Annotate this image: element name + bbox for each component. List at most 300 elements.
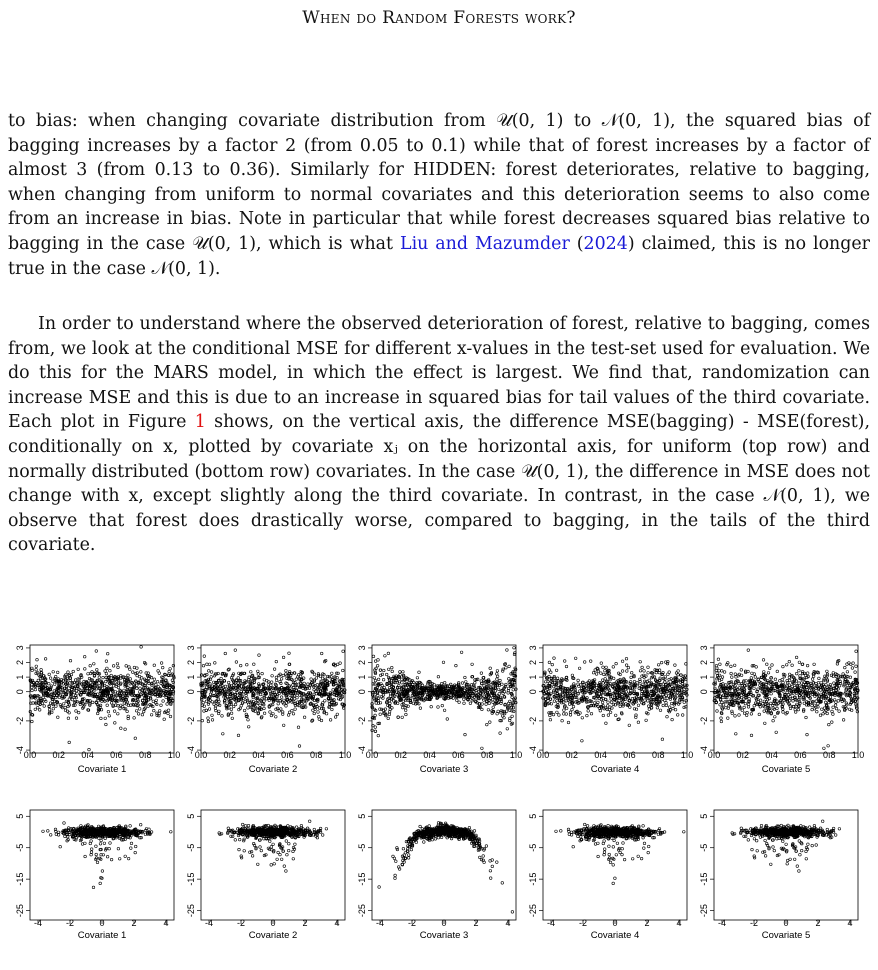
data-point <box>551 663 554 666</box>
data-point <box>743 712 746 715</box>
data-point <box>104 680 107 683</box>
data-point <box>842 719 845 722</box>
data-point <box>98 837 101 840</box>
data-point <box>639 670 642 673</box>
data-point <box>157 670 160 673</box>
data-point <box>763 671 766 674</box>
data-point <box>832 706 835 709</box>
data-point <box>234 703 237 706</box>
data-point <box>828 723 831 726</box>
data-point <box>672 707 675 710</box>
x-tick-label: 1.0 <box>167 750 181 760</box>
data-point <box>117 713 120 716</box>
data-point <box>263 712 266 715</box>
data-point <box>170 831 173 834</box>
data-point <box>485 703 488 706</box>
data-point <box>844 666 847 669</box>
data-point <box>647 705 650 708</box>
data-point <box>602 682 605 685</box>
data-point <box>303 716 306 719</box>
data-point <box>320 652 323 655</box>
citation-link[interactable]: 2024 <box>583 233 628 254</box>
data-point <box>331 708 334 711</box>
data-point <box>47 830 50 833</box>
data-point <box>156 680 159 683</box>
data-point <box>261 672 264 675</box>
data-point <box>68 741 71 744</box>
figure-ref-link[interactable]: 1 <box>194 412 206 433</box>
data-point <box>820 682 823 685</box>
data-point <box>488 702 491 705</box>
x-tick-label: 0.2 <box>565 750 579 760</box>
data-points <box>371 647 517 750</box>
data-point <box>604 669 607 672</box>
data-point <box>489 697 492 700</box>
data-point <box>750 734 753 737</box>
citation-link[interactable]: Liu and Mazumder <box>400 233 570 254</box>
data-point <box>124 728 127 731</box>
data-point <box>571 674 574 677</box>
data-point <box>604 678 607 681</box>
data-point <box>116 663 119 666</box>
x-axis-label: Covariate 3 <box>419 764 469 775</box>
data-point <box>136 687 139 690</box>
x-tick-label: 0.4 <box>765 750 778 760</box>
data-point <box>96 668 99 671</box>
y-tick-label: -4 <box>357 746 367 755</box>
x-tick-label: 0.0 <box>536 750 550 760</box>
data-point <box>647 700 650 703</box>
y-tick-label: -2 <box>528 716 538 725</box>
data-point <box>768 667 771 670</box>
data-point <box>257 670 260 673</box>
data-point <box>48 708 51 711</box>
data-point <box>322 707 325 710</box>
data-point <box>832 713 835 716</box>
data-point <box>42 830 45 833</box>
panel-1-4 <box>528 645 693 775</box>
x-tick-label: 0.8 <box>651 750 665 760</box>
data-point <box>167 709 170 712</box>
data-point <box>117 847 120 850</box>
data-point <box>221 715 224 718</box>
data-point <box>458 701 461 704</box>
data-point <box>280 696 283 699</box>
data-point <box>133 717 136 720</box>
data-point <box>506 728 509 731</box>
x-tick-label: 0.8 <box>480 750 494 760</box>
data-point <box>505 683 508 686</box>
data-point <box>609 711 612 714</box>
data-point <box>430 705 433 708</box>
data-point <box>800 682 803 685</box>
data-point <box>569 711 572 714</box>
data-point <box>105 723 108 726</box>
data-point <box>627 666 630 669</box>
data-point <box>282 674 285 677</box>
data-point <box>304 702 307 705</box>
x-tick-label: 0.2 <box>394 750 408 760</box>
y-tick-label: 3 <box>15 645 25 651</box>
data-point <box>95 650 98 653</box>
data-point <box>494 690 497 693</box>
x-tick-label: 0.0 <box>365 750 379 760</box>
data-point <box>52 680 55 683</box>
data-point <box>569 714 572 717</box>
data-point <box>48 673 51 676</box>
data-point <box>463 702 466 705</box>
data-point <box>775 731 778 734</box>
data-point <box>271 675 274 678</box>
data-point <box>718 670 721 673</box>
data-point <box>665 704 668 707</box>
data-point <box>659 709 662 712</box>
data-point <box>716 672 719 675</box>
data-point <box>321 677 324 680</box>
data-point <box>722 704 725 707</box>
data-point <box>625 657 628 660</box>
data-point <box>339 662 342 665</box>
data-point <box>220 677 223 680</box>
x-axis-label: Covariate 1 <box>77 764 127 775</box>
data-point <box>377 678 380 681</box>
data-point <box>834 704 837 707</box>
data-point <box>601 679 604 682</box>
data-point <box>387 717 390 720</box>
data-point <box>36 672 39 675</box>
data-point <box>549 714 552 717</box>
data-point <box>144 683 147 686</box>
y-tick-label: 2 <box>186 660 196 666</box>
data-point <box>84 855 87 858</box>
data-point <box>441 704 444 707</box>
data-point <box>568 703 571 706</box>
data-point <box>731 676 734 679</box>
data-point <box>637 721 640 724</box>
data-point <box>100 717 103 720</box>
data-point <box>388 699 391 702</box>
data-point <box>593 702 596 705</box>
data-point <box>160 662 163 665</box>
data-point <box>331 672 334 675</box>
x-tick-label: 0.8 <box>309 750 323 760</box>
data-point <box>721 676 724 679</box>
y-tick-label: -2 <box>186 716 196 725</box>
data-point <box>720 717 723 720</box>
data-point <box>374 660 377 663</box>
data-point <box>621 660 624 663</box>
data-point <box>587 690 590 693</box>
data-point <box>376 664 379 667</box>
data-point <box>817 702 820 705</box>
data-point <box>766 663 769 666</box>
y-tick-label: 1 <box>528 674 538 680</box>
data-point <box>587 710 590 713</box>
data-point <box>310 678 313 681</box>
data-point <box>202 701 205 704</box>
data-point <box>678 699 681 702</box>
y-tick-label: 0 <box>15 689 25 695</box>
data-point <box>590 712 593 715</box>
data-point <box>676 714 679 717</box>
data-point <box>563 709 566 712</box>
data-point <box>821 708 824 711</box>
running-header: When do Random Forests work? <box>302 8 576 28</box>
data-point <box>464 676 467 679</box>
data-point <box>779 679 782 682</box>
data-point <box>605 666 608 669</box>
data-point <box>52 671 55 674</box>
data-point <box>505 667 508 670</box>
data-point <box>670 702 673 705</box>
data-point <box>141 713 144 716</box>
data-point <box>745 714 748 717</box>
data-point <box>647 672 650 675</box>
data-point <box>657 664 660 667</box>
data-point <box>592 671 595 674</box>
data-point <box>480 672 483 675</box>
data-point <box>720 670 723 673</box>
data-point <box>55 705 58 708</box>
data-point <box>595 673 598 676</box>
data-point <box>600 662 603 665</box>
data-point <box>661 738 664 741</box>
y-tick-label: 0 <box>699 689 709 695</box>
x-tick-label: 0.0 <box>23 750 37 760</box>
data-point <box>296 686 299 689</box>
data-point <box>324 700 327 703</box>
data-point <box>825 684 828 687</box>
data-point <box>105 672 108 675</box>
data-point <box>123 689 126 692</box>
data-point <box>332 689 335 692</box>
data-point <box>294 708 297 711</box>
data-point <box>801 670 804 673</box>
y-tick-label: 0 <box>528 689 538 695</box>
y-tick-label: 1 <box>186 674 196 680</box>
x-tick-label: 0.2 <box>52 750 66 760</box>
data-point <box>250 671 253 674</box>
data-point <box>795 656 798 659</box>
data-point <box>298 745 301 748</box>
data-point <box>734 673 737 676</box>
data-point <box>571 708 574 711</box>
data-point <box>56 671 59 674</box>
data-point <box>124 855 127 858</box>
data-point <box>827 745 830 748</box>
data-points <box>713 649 860 750</box>
data-point <box>630 676 633 679</box>
data-point <box>251 675 254 678</box>
data-point <box>247 719 250 722</box>
data-points <box>542 657 689 742</box>
data-point <box>513 681 516 684</box>
data-point <box>388 713 391 716</box>
data-point <box>486 723 489 726</box>
data-point <box>733 664 736 667</box>
data-point <box>235 661 238 664</box>
data-point <box>489 667 492 670</box>
data-point <box>614 714 617 717</box>
data-points <box>42 822 172 889</box>
data-point <box>562 713 565 716</box>
data-point <box>50 685 53 688</box>
panel-1-2 <box>186 645 351 775</box>
data-point <box>43 705 46 708</box>
data-point <box>730 665 733 668</box>
data-point <box>35 665 38 668</box>
data-point <box>224 685 227 688</box>
data-point <box>250 677 253 680</box>
data-point <box>766 680 769 683</box>
data-point <box>734 715 737 718</box>
data-point <box>641 666 644 669</box>
data-point <box>750 713 753 716</box>
data-point <box>275 676 278 679</box>
data-point <box>230 712 233 715</box>
data-point <box>155 699 158 702</box>
x-tick-label: 0.6 <box>281 750 294 760</box>
data-point <box>856 682 859 685</box>
data-point <box>153 709 156 712</box>
data-point <box>246 663 249 666</box>
data-point <box>754 676 757 679</box>
data-point <box>727 717 730 720</box>
data-point <box>747 649 750 652</box>
data-point <box>208 663 211 666</box>
data-point <box>388 711 391 714</box>
data-point <box>272 713 275 716</box>
data-point <box>658 671 661 674</box>
data-point <box>440 682 443 685</box>
data-point <box>75 717 78 720</box>
data-point <box>555 669 558 672</box>
data-point <box>373 677 376 680</box>
data-point <box>605 722 608 725</box>
data-point <box>52 707 55 710</box>
data-point <box>152 700 155 703</box>
data-point <box>237 734 240 737</box>
data-point <box>610 698 613 701</box>
data-point <box>275 660 278 663</box>
data-point <box>296 696 299 699</box>
data-point <box>49 677 52 680</box>
data-point <box>105 660 108 663</box>
data-point <box>263 700 266 703</box>
data-point <box>57 831 60 834</box>
data-point <box>140 671 143 674</box>
data-point <box>565 707 568 710</box>
data-point <box>677 670 680 673</box>
data-point <box>206 663 209 666</box>
data-point <box>647 666 650 669</box>
data-point <box>774 678 777 681</box>
y-tick-label: -2 <box>357 716 367 725</box>
x-axis-label: Covariate 2 <box>248 764 298 775</box>
data-point <box>418 671 421 674</box>
data-point <box>140 646 143 649</box>
data-point <box>251 674 254 677</box>
data-point <box>211 719 214 722</box>
data-point <box>674 664 677 667</box>
panel-1-5 <box>699 645 864 775</box>
paragraph-text: to bias: when changing covariate distribution from 𝒰(0, 1) to 𝒩(0, 1), the squared bias of bagging increases by a factor 2 (from 0.05 to 0.1) while that of forest increases by a factor of almost 3 (from 0.13 to 0.36). Similarly for HIDDEN: forest deteriorates, relative to bagging, when changing from uniform to normal covariates and this deterioration seems to also come from an increase in bias. Note in particular that while forest decreases squared bias relative to bagging in the case 𝒰(0, 1), which is what <box>8 111 870 254</box>
data-point <box>499 732 502 735</box>
data-point <box>628 724 631 727</box>
data-point <box>561 719 564 722</box>
data-point <box>166 703 169 706</box>
data-point <box>612 677 615 680</box>
data-point <box>553 657 556 660</box>
data-point <box>631 697 634 700</box>
data-point <box>385 673 388 676</box>
data-point <box>73 691 76 694</box>
data-point <box>200 674 203 677</box>
data-point <box>578 667 581 670</box>
data-point <box>671 718 674 721</box>
data-point <box>101 870 104 873</box>
data-point <box>758 713 761 716</box>
data-point <box>512 689 515 692</box>
data-point <box>513 647 516 650</box>
data-point <box>108 847 111 850</box>
data-point <box>676 691 679 694</box>
data-point <box>835 707 838 710</box>
data-point <box>603 673 606 676</box>
data-point <box>600 672 603 675</box>
data-point <box>741 709 744 712</box>
data-point <box>755 666 758 669</box>
x-tick-label: 0.4 <box>423 750 436 760</box>
data-point <box>67 671 70 674</box>
data-point <box>299 675 302 678</box>
y-tick-label: 1 <box>357 674 367 680</box>
data-point <box>770 702 773 705</box>
data-point <box>34 688 37 691</box>
data-point <box>77 711 80 714</box>
y-tick-label: -4 <box>186 746 196 755</box>
data-point <box>455 664 458 667</box>
data-point <box>130 847 133 850</box>
data-point <box>813 663 816 666</box>
data-point <box>716 710 719 713</box>
data-point <box>827 708 830 711</box>
data-point <box>71 698 74 701</box>
x-tick-label: 1.0 <box>680 750 694 760</box>
data-point <box>153 678 156 681</box>
data-point <box>313 712 316 715</box>
data-point <box>316 683 319 686</box>
data-point <box>405 713 408 716</box>
panel-1-1 <box>15 645 180 775</box>
data-point <box>818 677 821 680</box>
data-point <box>168 670 171 673</box>
data-point <box>826 673 829 676</box>
figure-1-scatter-grid <box>0 640 878 970</box>
data-point <box>169 715 172 718</box>
data-point <box>759 699 762 702</box>
data-point <box>64 706 67 709</box>
data-point <box>601 701 604 704</box>
data-point <box>791 664 794 667</box>
data-point <box>619 705 622 708</box>
data-point <box>202 664 205 667</box>
data-point <box>791 685 794 688</box>
data-point <box>69 659 72 662</box>
data-point <box>502 668 505 671</box>
paragraph-1 <box>8 109 870 281</box>
data-point <box>771 664 774 667</box>
